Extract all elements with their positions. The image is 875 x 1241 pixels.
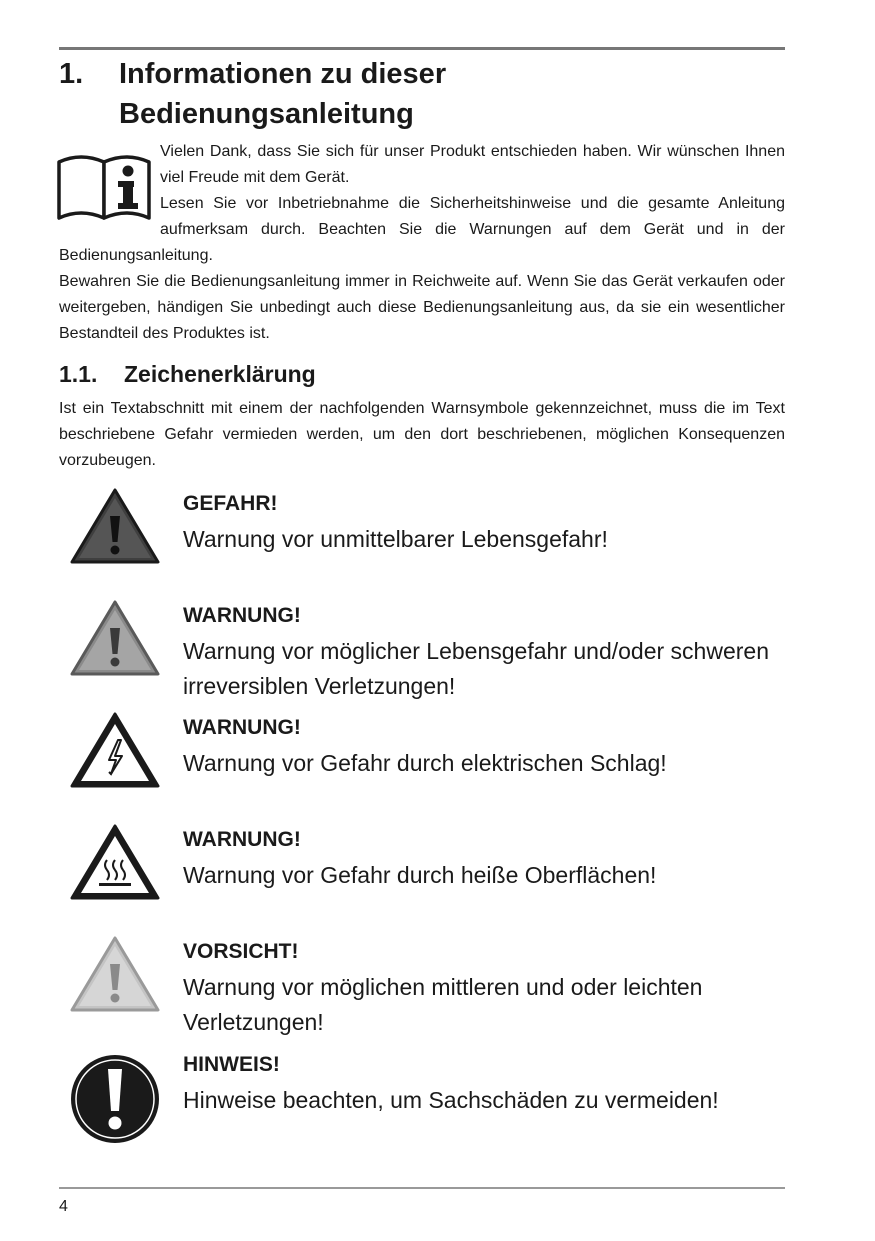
electric-shock-icon xyxy=(69,710,161,790)
symbol-description: Warnung vor möglicher Lebensgefahr und/oder schweren irreversiblen Verletzungen! xyxy=(183,638,769,699)
section-intro-text: Ist ein Textabschnitt mit einem der nachfolgenden Warnsymbole gekennzeichnet, muss die im Text beschriebene Gefahr vermieden werden, um den dort beschriebenen, möglichen Konsequenzen vorzubeugen. xyxy=(59,400,785,469)
intro-text xyxy=(59,139,785,347)
hot-surface-icon xyxy=(69,822,161,902)
symbol-title: HINWEIS! xyxy=(183,1053,280,1076)
symbol-title: VORSICHT! xyxy=(183,940,299,963)
symbol-entry-notice xyxy=(59,1047,785,1157)
intro-paragraph-3: Bewahren Sie die Bedienungsanleitung immer in Reichweite auf. Wenn Sie das Gerät verkaufen oder weitergeben, händigen Sie unbedingt auch diese Bedienungsanleitung aus, da sie ein wesentlicher Bestandteil des Produktes ist. xyxy=(59,273,785,342)
symbol-description: Warnung vor Gefahr durch heiße Oberflächen! xyxy=(183,862,657,888)
symbol-entry-danger xyxy=(59,486,785,596)
notice-circle-icon xyxy=(69,1051,161,1147)
section-heading xyxy=(59,358,316,390)
symbol-title: GEFAHR! xyxy=(183,492,278,515)
section-number: 1.1. xyxy=(59,361,98,387)
symbol-entry-warning xyxy=(59,598,785,708)
top-rule xyxy=(59,47,785,50)
page-number: 4 xyxy=(59,1198,68,1215)
symbol-description: Warnung vor möglichen mittleren und oder leichten Verletzungen! xyxy=(183,974,703,1035)
symbol-title: WARNUNG! xyxy=(183,604,301,627)
intro-paragraph-2: Lesen Sie vor Inbetriebnahme die Sicherheitshinweise und die gesamte Anleitung aufmerksam durch. Beachten Sie die Warnungen auf dem Gerät und in der Bedienungsanleitung. xyxy=(59,195,785,264)
symbol-entry-caution xyxy=(59,934,785,1044)
symbol-title: WARNUNG! xyxy=(183,828,301,851)
symbol-title: WARNUNG! xyxy=(183,716,301,739)
warning-triangle-icon xyxy=(69,598,161,678)
symbol-description: Warnung vor Gefahr durch elektrischen Schlag! xyxy=(183,750,667,776)
intro-paragraph-1: Vielen Dank, dass Sie sich für unser Produkt entschieden haben. Wir wünschen Ihnen viel Freude mit dem Gerät. xyxy=(160,143,785,186)
section-title: Zeichenerklärung xyxy=(124,361,316,387)
symbol-entry-hot-surface xyxy=(59,822,785,932)
caution-triangle-icon xyxy=(69,934,161,1014)
symbol-entry-electric xyxy=(59,710,785,820)
chapter-title-line1: Informationen zu dieser xyxy=(119,58,447,90)
symbol-description: Hinweise beachten, um Sachschäden zu vermeiden! xyxy=(183,1087,719,1113)
chapter-title-line2: Bedienungsanleitung xyxy=(119,98,414,130)
danger-triangle-icon xyxy=(69,486,161,566)
symbol-description: Warnung vor unmittelbarer Lebensgefahr! xyxy=(183,526,608,552)
chapter-number: 1. xyxy=(59,58,84,90)
bottom-rule xyxy=(59,1187,785,1189)
